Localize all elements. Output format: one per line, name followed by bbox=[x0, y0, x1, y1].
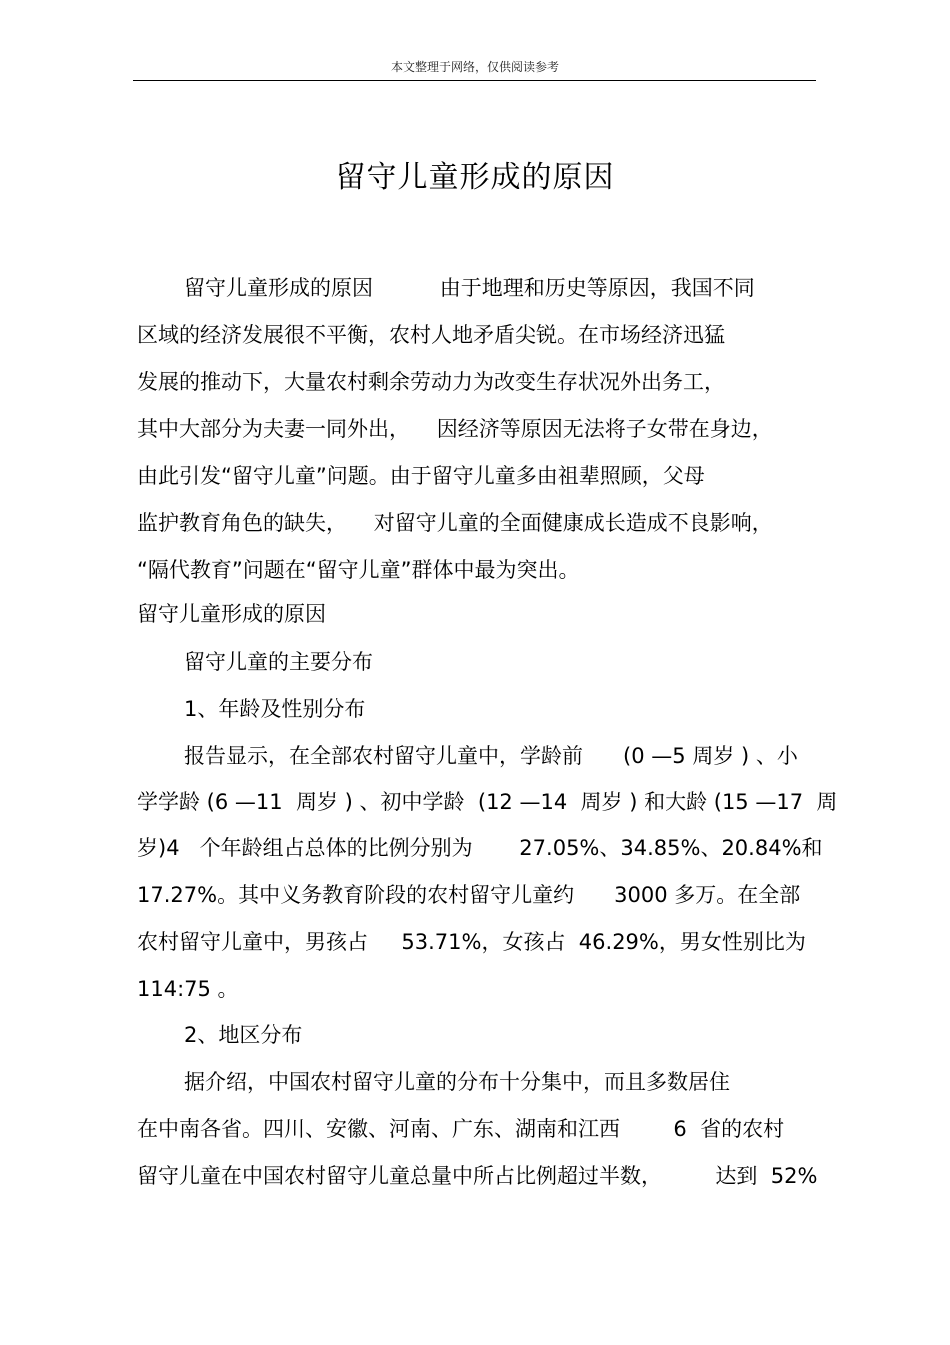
subsection-heading: 1、年龄及性别分布 bbox=[184, 697, 366, 721]
body-line: 其中大部分为夫妻一同外出， 因经济等原因无法将子女带在身边， bbox=[137, 417, 773, 441]
body-line: 区域的经济发展很不平衡，农村人地矛盾尖锐。在市场经济迅猛 bbox=[137, 323, 725, 347]
page-header: 本文整理于网络，仅供阅读参考 bbox=[390, 60, 559, 74]
body-line: 据介绍，中国农村留守儿童的分布十分集中，而且多数居住 bbox=[184, 1070, 730, 1094]
body-line: 留守儿童在中国农村留守儿童总量中所占比例超过半数， 达到 52% bbox=[137, 1164, 818, 1188]
header-divider bbox=[133, 80, 816, 81]
document-title: 留守儿童形成的原因 bbox=[335, 160, 615, 195]
body-line: 由此引发“留守儿童”问题。由于留守儿童多由祖辈照顾，父母 bbox=[137, 464, 705, 488]
body-line: 报告显示，在全部农村留守儿童中，学龄前 (0 —5 周岁 ) 、小 bbox=[184, 744, 798, 768]
body-line: 17.27%。其中义务教育阶段的农村留守儿童约 3000 多万。在全部 bbox=[137, 883, 801, 907]
body-line: 岁)4 个年龄组占总体的比例分别为 27.05%、34.85%、20.84%和 bbox=[137, 836, 823, 860]
body-line: 监护教育角色的缺失， 对留守儿童的全面健康成长造成不良影响， bbox=[137, 511, 773, 535]
body-line: 留守儿童形成的原因 由于地理和历史等原因，我国不同 bbox=[184, 276, 755, 300]
subsection-heading: 留守儿童的主要分布 bbox=[184, 650, 373, 674]
body-line: 发展的推动下，大量农村剩余劳动力为改变生存状况外出务工， bbox=[137, 370, 725, 394]
body-line: 农村留守儿童中，男孩占 53.71%，女孩占 46.29%，男女性别比为 bbox=[137, 930, 806, 954]
section-heading: 留守儿童形成的原因 bbox=[137, 602, 326, 626]
body-line: 学学龄 (6 —11 周岁 ) 、初中学龄 (12 —14 周岁 ) 和大龄 (15 —17 周 bbox=[137, 790, 838, 814]
body-line: “隔代教育”问题在“留守儿童”群体中最为突出。 bbox=[137, 558, 580, 582]
subsection-heading: 2、地区分布 bbox=[184, 1023, 303, 1047]
body-line: 在中南各省。四川、安徽、河南、广东、湖南和江西 6 省的农村 bbox=[137, 1117, 785, 1141]
body-line: 114:75 。 bbox=[137, 977, 239, 1001]
